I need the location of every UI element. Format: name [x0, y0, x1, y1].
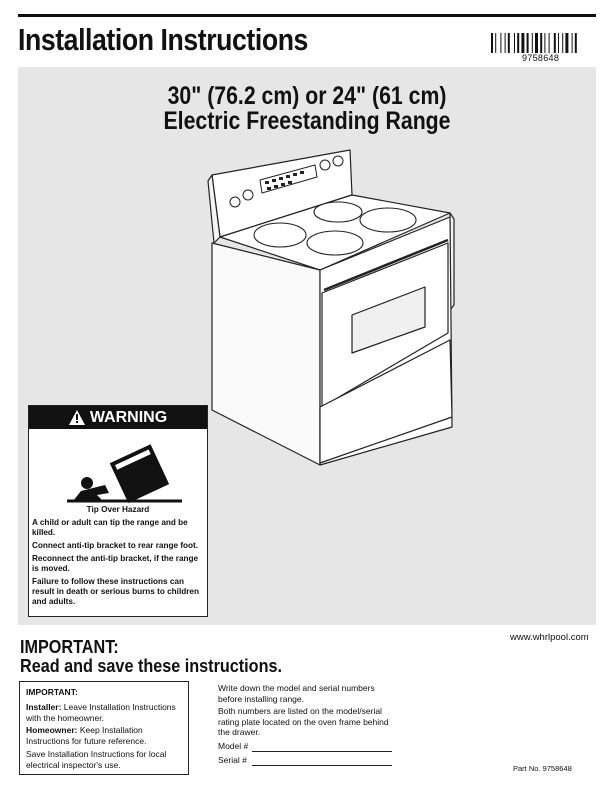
model-label: Model #	[218, 741, 249, 751]
warning-line-1: A child or adult can tip the range and be killed.	[32, 518, 188, 537]
barcode	[491, 33, 595, 53]
barcode-number: 9758648	[522, 53, 560, 63]
website-link[interactable]: www.whrlpool.com	[510, 632, 589, 643]
document-title: Installation Instructions	[18, 22, 308, 57]
record-instructions: Write down the model and serial numbers before installing range.	[218, 683, 375, 704]
rating-plate-note: Both numbers are listed on the model/serial rating plate located on the oven frame behind the drawer.	[218, 706, 389, 737]
warning-line-3: Reconnect the anti-tip bracket, if the range is moved.	[32, 554, 199, 573]
top-rule	[18, 14, 596, 17]
tip-over-pictogram	[57, 433, 187, 508]
warning-box	[28, 405, 208, 617]
important-line-1: IMPORTANT:	[20, 637, 119, 657]
installer-note	[26, 702, 186, 723]
important-line-2: Read and save these instructions.	[20, 656, 282, 676]
important-box-heading: IMPORTANT:	[26, 687, 78, 697]
homeowner-label: Homeowner:	[26, 725, 78, 735]
important-heading	[20, 638, 282, 676]
warning-header	[29, 406, 207, 429]
range-illustration	[200, 145, 470, 475]
serial-blank-line[interactable]	[252, 765, 392, 766]
inspector-note: Save Installation Instructions for local electrical inspector's use.	[26, 749, 167, 770]
important-box	[19, 681, 189, 775]
subtitle-sizes: 30" (76.2 cm) or 24" (61 cm)	[167, 82, 447, 110]
warning-line-2: Connect anti-tip bracket to rear range foot.	[32, 541, 199, 550]
warning-triangle-icon	[69, 410, 85, 425]
subtitle-product: Electric Freestanding Range	[163, 107, 451, 135]
installer-label: Installer:	[26, 702, 62, 712]
serial-label: Serial #	[218, 755, 247, 765]
warning-line-4: Failure to follow these instructions can result in death or serious burns to children and adults.	[32, 577, 199, 606]
warning-label: WARNING	[89, 408, 168, 426]
model-blank-line[interactable]	[252, 751, 392, 752]
hazard-title: Tip Over Hazard	[86, 505, 150, 514]
part-number: Part No. 9758648	[513, 764, 572, 773]
installer-text: Leave Installation Instructions with the homeowner.	[26, 702, 176, 723]
serial-number-field[interactable]	[218, 755, 247, 765]
warning-text	[32, 505, 204, 610]
homeowner-text: Keep Installation Instructions for future reference.	[26, 725, 147, 746]
model-number-field[interactable]	[218, 741, 248, 751]
homeowner-note	[26, 725, 186, 746]
